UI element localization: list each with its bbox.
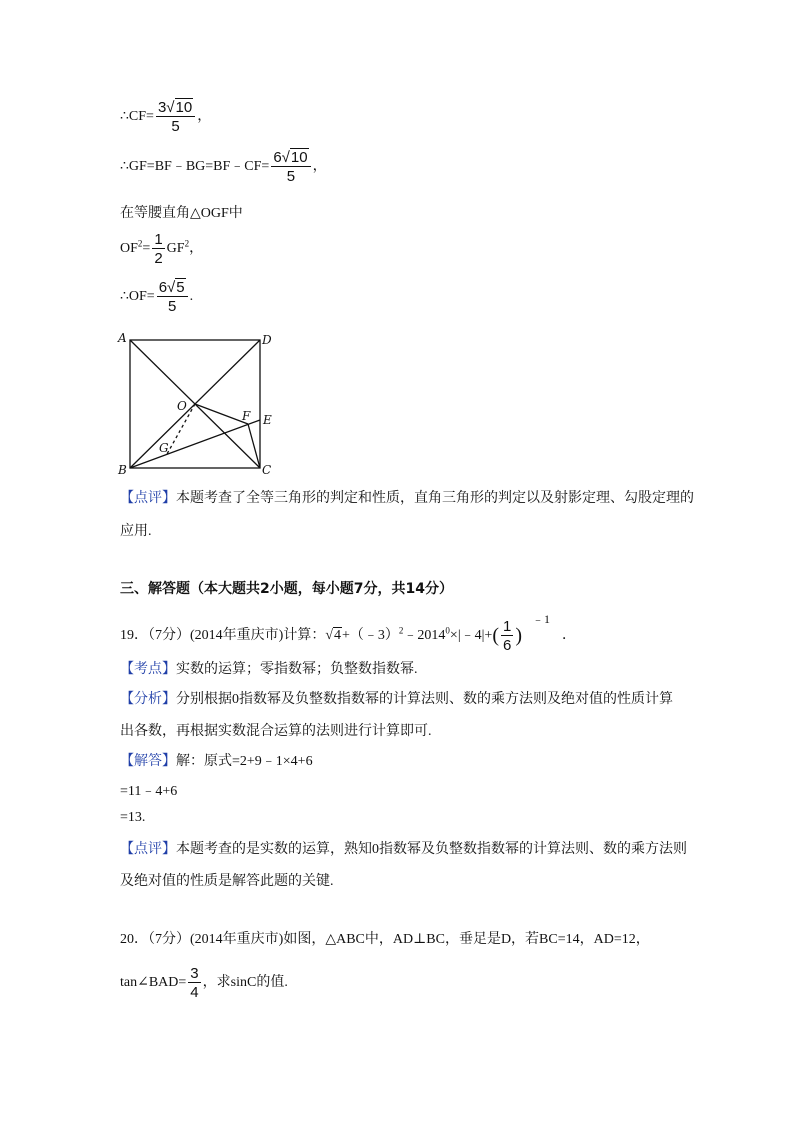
q20-frac-num: 3 (190, 965, 199, 982)
cf-num-rad: 10 (175, 99, 193, 116)
of-fraction: $\frac{6√5}{5}$ (157, 280, 188, 314)
gf-suffix: ， (312, 159, 327, 175)
of-num-coef: 6 (158, 279, 168, 296)
gf-num-coef: 6 (273, 149, 282, 166)
q20-tan-prefix: tan∠BAD= (120, 975, 187, 991)
label-b: B (118, 463, 127, 477)
triangle-text: 在等腰直角△OGF中 (120, 206, 243, 221)
q20-stem-line2 (120, 966, 288, 1000)
q20-stem-line1: 20．（7分）(2014年重庆市)如图，△ABC中，AD⊥BC，垂足是D，若BC=14，AD=12， (120, 932, 650, 947)
segment-be (130, 420, 260, 468)
q19-mid2: ﹣2014 (403, 628, 446, 643)
q19-dianping-text1: 本题考查的是实数的运算，熟知0指数幂及负整数指数幂的计算法则、数的乘方法则 (176, 842, 687, 857)
q19-jieda (120, 750, 313, 770)
q20-frac-den: 4 (190, 984, 199, 1001)
cf-prefix: ∴CF= (120, 109, 154, 125)
q20-tan-suffix: ，求sinC的值. (202, 975, 288, 991)
of2-num: 1 (154, 231, 163, 248)
q19-fenxi-text1: 分别根据0指数幂及负整数指数幂的计算法则、数的乘方法则及绝对值的性质计算 (176, 692, 673, 707)
cf-den: 5 (171, 118, 180, 135)
q19-dianping-line1 (120, 838, 687, 858)
label-a: A (118, 331, 127, 345)
comment18-text1: 本题考查了全等三角形的判定和性质，直角三角形的判定以及射影定理、勾股定理的 (176, 491, 694, 506)
q19-stem: 19．（7分）(2014年重庆市)计算：$√4+(﹣3)^2﹣2014^0\times|﹣4|+$( $\frac{1}{6}$ )$^{﹣1}$． (120, 612, 577, 654)
of2-eq: = (142, 241, 151, 257)
q19-frac-num: 1 (503, 617, 512, 635)
q19-fenxi-line2: 出各数，再根据实数混合运算的法则进行计算即可. (120, 724, 432, 739)
q19-kaodian (120, 658, 418, 678)
label-c: C (262, 463, 272, 477)
of-line (120, 280, 193, 314)
q19-jieda-text: 解：原式=2+9﹣1×4+6 (176, 754, 313, 769)
q19-kaodian-tag: 【考点】 (120, 662, 176, 677)
q19-end: ． (562, 628, 577, 643)
q19-step3: =13. (120, 810, 146, 825)
gf-prefix: ∴GF=BF﹣BG=BF﹣CF= (120, 159, 270, 175)
q19-exp2: 2 (398, 625, 404, 636)
q19-fenxi-tag: 【分析】 (120, 692, 176, 707)
of2-gf: GF (166, 241, 185, 257)
of-num-rad: 5 (176, 279, 185, 296)
of-den: 5 (167, 298, 177, 315)
q19-dianping-line2: 及绝对值的性质是解答此题的关键. (120, 874, 334, 889)
of2-line (120, 232, 203, 266)
segment-of (195, 404, 248, 424)
gf-den: 5 (286, 168, 296, 185)
q19-mid3: ×|﹣4|+ (449, 628, 493, 643)
of2-gf-exp: 2 (184, 238, 190, 249)
cf-suffix: ， (197, 109, 212, 125)
of2-prefix: OF (120, 241, 138, 257)
q19-step2: =11﹣4+6 (120, 784, 178, 799)
of-prefix: ∴OF= (120, 289, 155, 305)
q19-exp0: 0 (445, 625, 450, 636)
q19-dianping-tag: 【点评】 (120, 842, 176, 857)
cf-line (120, 100, 211, 134)
of2-exp: 2 (137, 238, 143, 249)
label-d: D (262, 333, 272, 347)
q20-fraction (188, 966, 200, 1000)
label-o: O (177, 399, 187, 413)
q19-fraction (501, 619, 513, 653)
q19-fenxi-line1 (120, 688, 673, 708)
comment18-tag: 【点评】 (120, 491, 176, 506)
label-e: E (263, 413, 272, 427)
q19-exp-neg1: ﹣1 (532, 612, 551, 626)
of2-den: 2 (154, 250, 163, 267)
q19-mid: +（﹣3） (342, 628, 399, 643)
geometry-figure (112, 328, 282, 478)
comment18-line1 (120, 487, 694, 507)
q19-rad: 4 (334, 628, 342, 643)
of-suffix: . (189, 289, 194, 305)
q19-frac-den: 6 (503, 636, 512, 654)
label-f: F (242, 409, 251, 423)
comment18-line2: 应用. (120, 524, 152, 539)
of2-fraction (152, 232, 164, 266)
q19-jieda-tag: 【解答】 (120, 754, 176, 769)
q19-prefix: 19．（7分）(2014年重庆市)计算： (120, 628, 326, 643)
gf-line (120, 150, 327, 184)
cf-fraction: $\frac{3√10}{5}$ (156, 100, 195, 134)
cf-num-coef: 3 (157, 99, 167, 116)
section3-heading: 三、解答题（本大题共2小题，每小题7分，共14分） (120, 581, 453, 597)
gf-fraction: $\frac{6√10}{5}$ (271, 150, 310, 184)
gf-num-rad: 10 (290, 149, 308, 166)
label-g: G (159, 441, 169, 455)
q19-kaodian-text: 实数的运算；零指数幂；负整数指数幂. (176, 662, 418, 677)
of2-suffix: ， (189, 241, 204, 257)
